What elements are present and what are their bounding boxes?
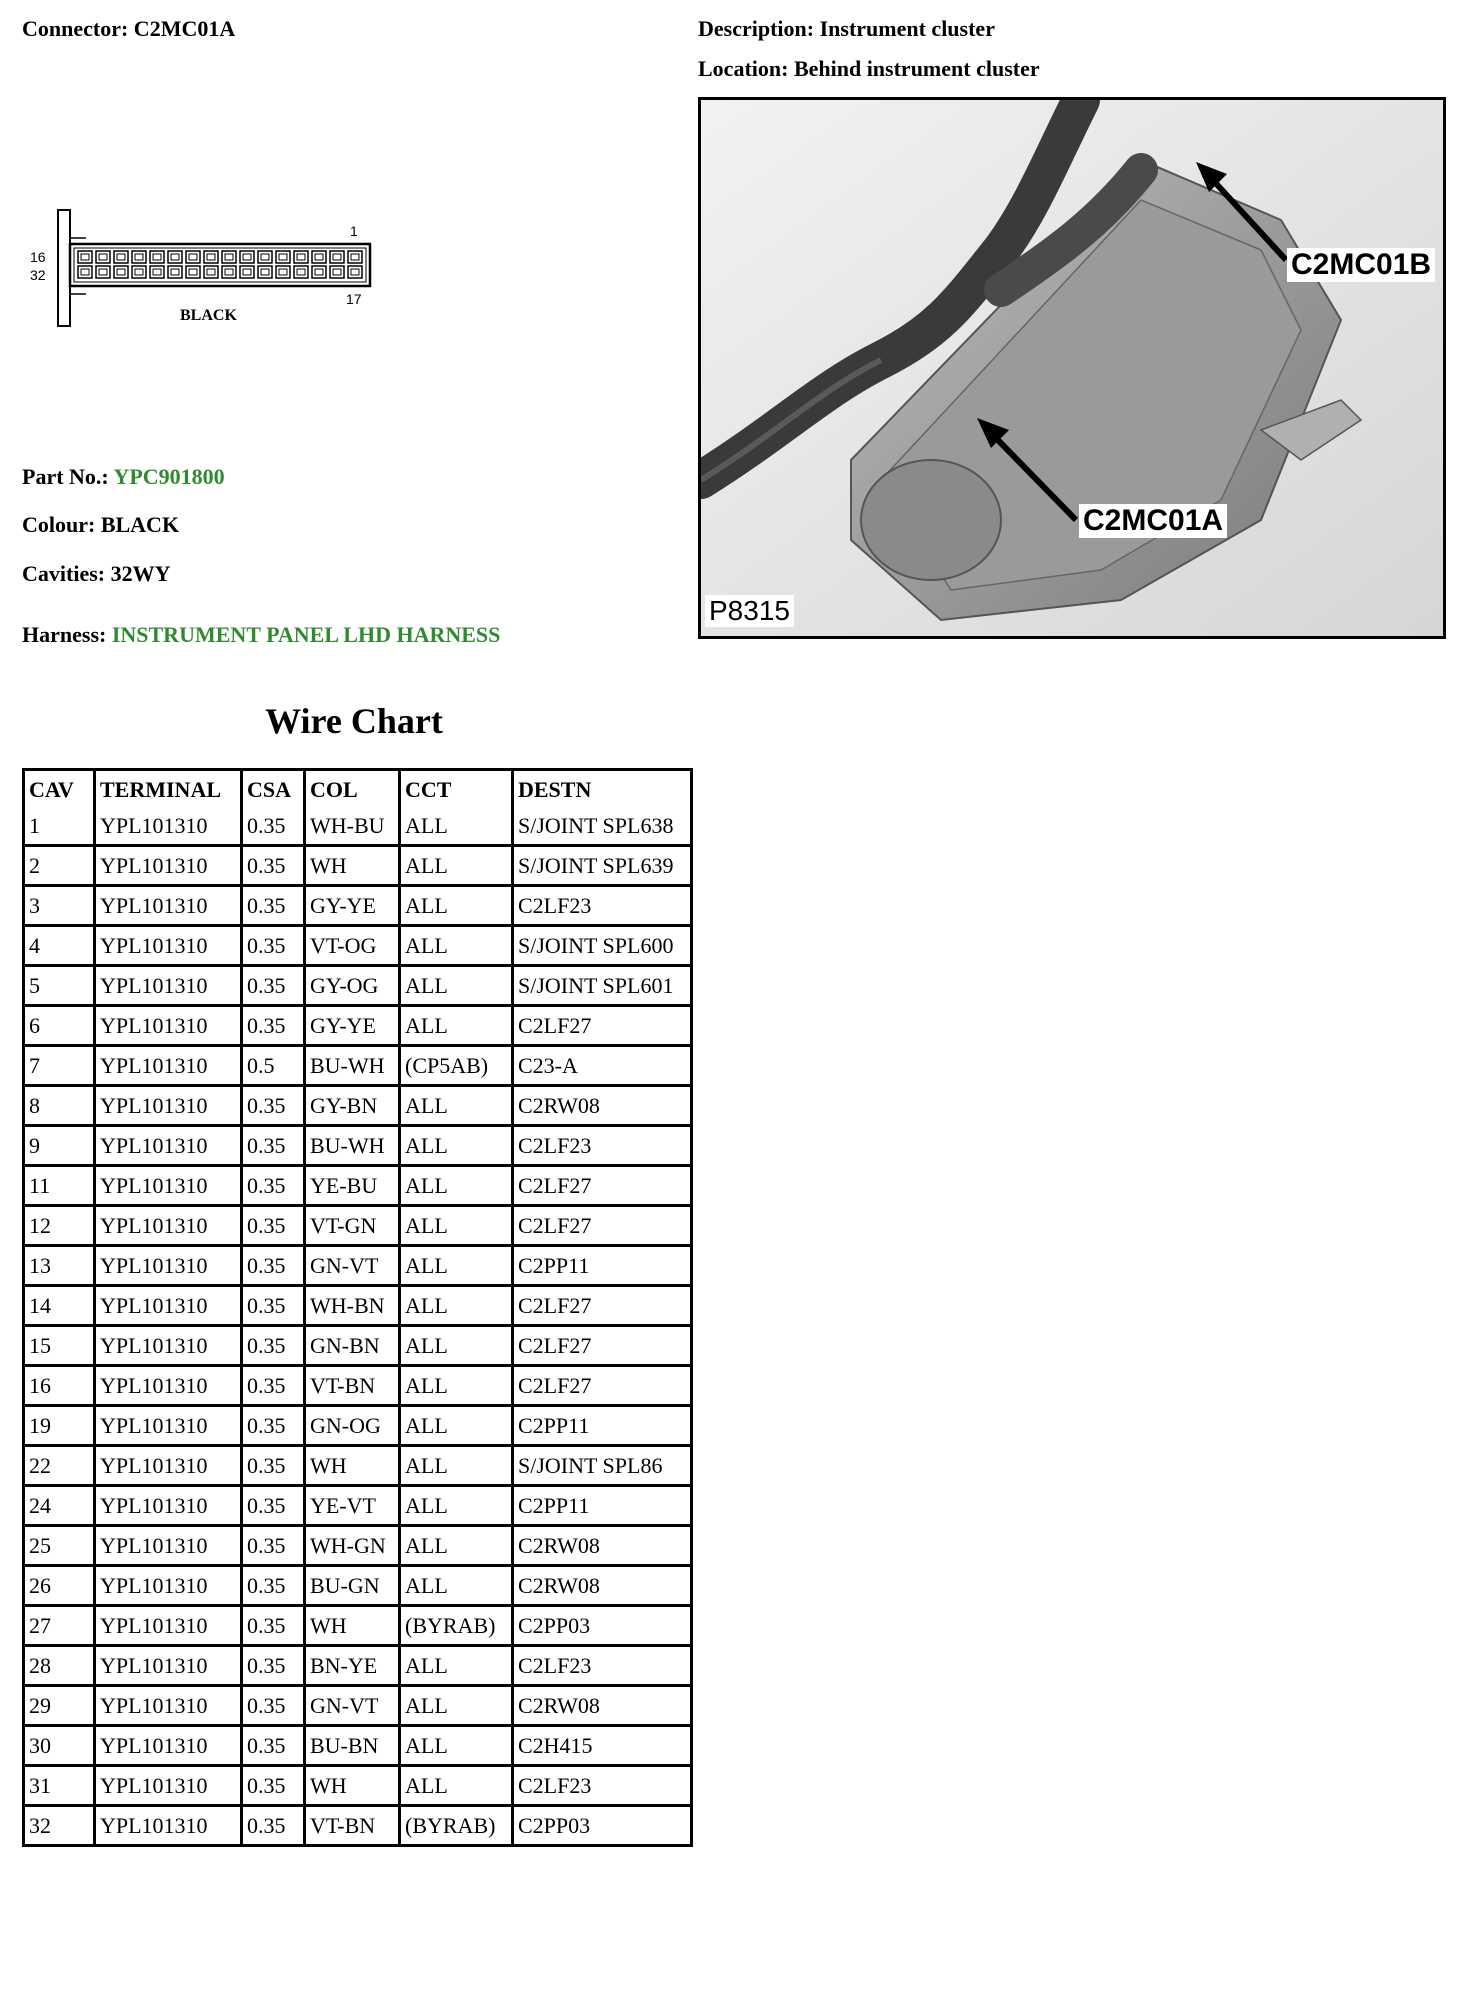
pin-cavity (150, 266, 164, 278)
cell-terminal: YPL101310 (96, 1447, 243, 1487)
header-cct: CCT (401, 771, 514, 807)
cell-terminal: YPL101310 (96, 887, 243, 927)
cell-cav: 15 (25, 1327, 96, 1367)
cell-terminal: YPL101310 (96, 1327, 243, 1367)
callout-c2mc01b: C2MC01B (1287, 248, 1435, 282)
cell-col: YE-BU (306, 1167, 401, 1207)
pin-cavity (168, 251, 182, 263)
location-photo (698, 97, 1446, 639)
cell-csa: 0.35 (243, 967, 306, 1007)
pin-cavity (348, 266, 362, 278)
header-col: COL (306, 771, 401, 807)
cell-cct: (BYRAB) (401, 1607, 514, 1647)
instrument-cluster-illustration (701, 100, 1443, 636)
part-number-link[interactable]: YPC901800 (113, 464, 225, 489)
cell-cav: 32 (25, 1807, 96, 1844)
cell-destn: C2PP03 (518, 1813, 591, 1838)
cell-destn: C2RW08 (514, 1527, 690, 1567)
cell-csa: 0.35 (243, 807, 306, 847)
cell-cav: 4 (25, 927, 96, 967)
cell-csa: 0.35 (243, 1087, 306, 1127)
pin-cavity (114, 251, 128, 263)
header-csa: CSA (243, 771, 306, 807)
cell-cav: 30 (25, 1727, 96, 1767)
pin-cavity (132, 251, 146, 263)
cell-destn: C2LF23 (514, 1647, 690, 1687)
table-row (25, 1207, 690, 1247)
cell-col: VT-GN (306, 1207, 401, 1247)
pin-cavity (222, 251, 236, 263)
cell-col: WH (306, 1447, 401, 1487)
cell-cct: ALL (401, 807, 514, 847)
cell-cav: 13 (25, 1247, 96, 1287)
harness (22, 622, 500, 648)
cell-cav: 31 (25, 1767, 96, 1807)
cell-cav: 16 (25, 1367, 96, 1407)
cell-destn: C2H415 (514, 1727, 690, 1767)
cell-destn: C2PP11 (514, 1407, 690, 1447)
cell-col: WH (306, 847, 401, 887)
pin-label-32: 32 (30, 267, 46, 283)
pin-cavity (78, 251, 92, 263)
callout-c2mc01a: C2MC01A (1079, 504, 1227, 538)
cell-destn: C2LF23 (514, 1767, 690, 1807)
pin-cavity (204, 251, 218, 263)
cell-cct: ALL (401, 1527, 514, 1567)
cell-terminal: YPL101310 (96, 1527, 243, 1567)
table-row (25, 1407, 690, 1447)
cell-csa: 0.35 (243, 1727, 306, 1767)
cell-csa: 0.35 (243, 927, 306, 967)
table-row (25, 1367, 690, 1407)
cell-csa: 0.35 (243, 887, 306, 927)
part-number-label: Part No.: (22, 464, 114, 489)
cell-terminal: YPL101310 (96, 1727, 243, 1767)
cell-cav: 28 (25, 1647, 96, 1687)
cell-col: WH-BU (306, 807, 401, 847)
table-row (25, 1447, 690, 1487)
cell-terminal: YPL101310 (96, 1607, 243, 1647)
cell-csa: 0.35 (243, 1207, 306, 1247)
cell-terminal: YPL101310 (96, 1207, 243, 1247)
cell-cav: 2 (25, 847, 96, 887)
pin-cavity (294, 266, 308, 278)
cell-terminal: YPL101310 (96, 1647, 243, 1687)
cell-cct: ALL (401, 1407, 514, 1447)
pin-cavity (186, 251, 200, 263)
cell-col: YE-VT (306, 1487, 401, 1527)
table-row (25, 847, 690, 887)
cell-cav: 12 (25, 1207, 96, 1247)
table-row (25, 1087, 690, 1127)
pin-cavity (240, 251, 254, 263)
cell-cct: ALL (401, 1647, 514, 1687)
cell-terminal: YPL101310 (96, 1367, 243, 1407)
table-row (25, 1047, 690, 1087)
table-row (25, 1167, 690, 1207)
cell-terminal: YPL101310 (96, 1167, 243, 1207)
cell-cav: 5 (25, 967, 96, 1007)
harness-label: Harness: (22, 622, 112, 647)
table-row (25, 1527, 690, 1567)
location-label: Location: Behind instrument cluster (698, 56, 1040, 81)
cell-col: BN-YE (306, 1647, 401, 1687)
pin-cavity (240, 266, 254, 278)
cell-cav: 6 (25, 1007, 96, 1047)
cell-cct: ALL (401, 887, 514, 927)
cell-cav: 9 (25, 1127, 96, 1167)
table-row (25, 1767, 690, 1807)
table-row (25, 927, 690, 967)
cell-cct: ALL (401, 1087, 514, 1127)
cell-col: GY-OG (306, 967, 401, 1007)
cell-destn: C2PP11 (514, 1247, 690, 1287)
cell-csa: 0.35 (243, 1407, 306, 1447)
cell-cav: 26 (25, 1567, 96, 1607)
cell-cav: 29 (25, 1687, 96, 1727)
table-row (25, 1247, 690, 1287)
pin-cavity (114, 266, 128, 278)
cell-csa: 0.35 (243, 1567, 306, 1607)
table-row (25, 1647, 690, 1687)
wire-chart-table (22, 768, 693, 1847)
pin-cavity (258, 251, 272, 263)
pin-cavity (96, 251, 110, 263)
pin-label-16: 16 (30, 249, 46, 265)
cell-col: GN-VT (306, 1247, 401, 1287)
cell-terminal: YPL101310 (96, 1127, 243, 1167)
cell-csa: 0.5 (243, 1047, 306, 1087)
cell-terminal: YPL101310 (96, 1407, 243, 1447)
cell-terminal: YPL101310 (96, 1047, 243, 1087)
cell-csa: 0.35 (243, 1487, 306, 1527)
cell-terminal: YPL101310 (96, 1247, 243, 1287)
cell-destn: C2RW08 (514, 1087, 690, 1127)
cell-destn: C2LF23 (514, 1127, 690, 1167)
pinout-colour-label: BLACK (180, 307, 237, 324)
table-row (25, 1727, 690, 1767)
pin-cavity (96, 266, 110, 278)
cell-csa: 0.35 (243, 1447, 306, 1487)
cell-cct: ALL (401, 847, 514, 887)
pin-cavity (294, 251, 308, 263)
pin-cavity (78, 266, 92, 278)
table-row (25, 887, 690, 927)
cell-destn: C2LF27 (514, 1007, 690, 1047)
cell-cct: ALL (401, 1327, 514, 1367)
cell-csa: 0.35 (243, 1327, 306, 1367)
cell-destn: C2LF27 (514, 1207, 690, 1247)
table-row (25, 1007, 690, 1047)
cavities-label: Cavities: 32WY (22, 561, 171, 586)
cell-cct: ALL (401, 1247, 514, 1287)
cell-destn: C2LF27 (514, 1167, 690, 1207)
cell-col: WH-GN (306, 1527, 401, 1567)
cell-csa: 0.35 (243, 1807, 306, 1844)
pin-label-17: 17 (346, 291, 362, 307)
cell-cav: 25 (25, 1527, 96, 1567)
cell-cct: ALL (401, 967, 514, 1007)
cell-cav: 3 (25, 887, 96, 927)
pin-cavity (312, 266, 326, 278)
cell-terminal: YPL101310 (96, 847, 243, 887)
table-row (25, 1287, 690, 1327)
cell-csa: 0.35 (243, 1127, 306, 1167)
cell-destn: S/JOINT SPL600 (514, 927, 690, 967)
table-row (25, 1687, 690, 1727)
cell-csa: 0.35 (243, 1367, 306, 1407)
cell-terminal: YPL101310 (96, 1487, 243, 1527)
cell-col: GN-BN (306, 1327, 401, 1367)
cell-cav: 22 (25, 1447, 96, 1487)
cell-cct: (CP5AB) (401, 1047, 514, 1087)
cell-cct: ALL (401, 1447, 514, 1487)
pin-cavity (186, 266, 200, 278)
header-terminal: TERMINAL (96, 771, 243, 807)
cell-destn: C23-A (514, 1047, 690, 1087)
cell-terminal: YPL101310 (96, 967, 243, 1007)
cell-cct: ALL (401, 1767, 514, 1807)
pin-cavity (258, 266, 272, 278)
cell-destn: S/JOINT SPL601 (514, 967, 690, 1007)
table-row (25, 1607, 690, 1647)
cell-destn: C2RW08 (514, 1567, 690, 1607)
cell-cav: 11 (25, 1167, 96, 1207)
harness-link[interactable]: INSTRUMENT PANEL LHD HARNESS (111, 622, 501, 647)
pin-cavity (150, 251, 164, 263)
cell-cct: ALL (401, 1167, 514, 1207)
cell-cct: ALL (401, 1567, 514, 1607)
cell-csa: 0.35 (243, 1527, 306, 1567)
connector-title: Connector: C2MC01A (22, 16, 236, 41)
cell-col: WH (306, 1607, 401, 1647)
cell-terminal: YPL101310 (96, 1767, 243, 1807)
cell-cct: ALL (401, 927, 514, 967)
cell-destn: C2LF27 (514, 1367, 690, 1407)
cell-csa: 0.35 (243, 1167, 306, 1207)
pin-cavity (330, 251, 344, 263)
cell-destn: S/JOINT SPL639 (514, 847, 690, 887)
wire-chart-body (25, 807, 690, 1844)
cell-cct: ALL (401, 1367, 514, 1407)
table-header-row (25, 771, 690, 807)
colour-label: Colour: BLACK (22, 512, 180, 537)
cell-col: VT-BN (306, 1367, 401, 1407)
cell-destn: C2PP03 (514, 1607, 690, 1647)
cell-cav: 19 (25, 1407, 96, 1447)
cell-csa: 0.35 (243, 1007, 306, 1047)
cell-col: VT-OG (306, 927, 401, 967)
cell-col: WH-BN (306, 1287, 401, 1327)
cell-terminal: YPL101310 (96, 807, 243, 847)
cell-csa: 0.35 (243, 1607, 306, 1647)
pin-cavity (204, 266, 218, 278)
cell-col: GN-VT (306, 1687, 401, 1727)
connector-pinout-diagram (28, 208, 388, 332)
cell-csa: 0.35 (243, 1687, 306, 1727)
cell-terminal: YPL101310 (96, 1287, 243, 1327)
cell-col: WH (306, 1767, 401, 1807)
part-number (22, 464, 225, 490)
cell-cav: 1 (25, 807, 96, 847)
pin-cavity (132, 266, 146, 278)
cell-col: GN-OG (306, 1407, 401, 1447)
cell-col: GY-BN (306, 1087, 401, 1127)
cell-terminal: YPL101310 (96, 1687, 243, 1727)
cell-cav: 8 (25, 1087, 96, 1127)
cell-csa: 0.35 (243, 847, 306, 887)
pin-cavity (330, 266, 344, 278)
cell-cav: 27 (25, 1607, 96, 1647)
cell-cav: 24 (25, 1487, 96, 1527)
figure-id: P8315 (705, 595, 794, 627)
cell-terminal: YPL101310 (96, 1567, 243, 1607)
pin-cavity (276, 251, 290, 263)
cell-col: VT-BN (306, 1807, 401, 1844)
cell-col: BU-WH (306, 1127, 401, 1167)
header-destn: DESTN (518, 776, 592, 802)
cell-cav: 7 (25, 1047, 96, 1087)
cell-cct: ALL (401, 1207, 514, 1247)
table-row (25, 1327, 690, 1367)
cell-col: BU-GN (306, 1567, 401, 1607)
cell-destn: S/JOINT SPL638 (514, 807, 690, 847)
cell-terminal: YPL101310 (96, 1807, 243, 1844)
header-cav: CAV (25, 771, 96, 807)
cell-csa: 0.35 (243, 1247, 306, 1287)
cell-csa: 0.35 (243, 1287, 306, 1327)
wire-chart-title: Wire Chart (265, 701, 443, 741)
table-row (25, 1487, 690, 1527)
cell-destn: S/JOINT SPL86 (514, 1447, 690, 1487)
description-label: Description: Instrument cluster (698, 16, 995, 41)
cell-cct: ALL (401, 1487, 514, 1527)
cell-destn: C2PP11 (514, 1487, 690, 1527)
cell-cct: ALL (401, 1007, 514, 1047)
table-row (25, 1807, 690, 1844)
table-row (25, 967, 690, 1007)
cell-col: GY-YE (306, 1007, 401, 1047)
pin-cavity (348, 251, 362, 263)
cell-cct: (BYRAB) (401, 1807, 514, 1844)
cell-terminal: YPL101310 (96, 1007, 243, 1047)
cell-destn: C2LF23 (514, 887, 690, 927)
cell-col: BU-WH (306, 1047, 401, 1087)
cell-destn: C2RW08 (514, 1687, 690, 1727)
table-row (25, 1567, 690, 1607)
cell-cct: ALL (401, 1127, 514, 1167)
pin-cavity (312, 251, 326, 263)
cell-cav: 14 (25, 1287, 96, 1327)
cell-col: BU-BN (306, 1727, 401, 1767)
cell-col: GY-YE (306, 887, 401, 927)
cell-destn: C2LF27 (514, 1287, 690, 1327)
pinout-drawing (28, 208, 388, 332)
cell-cct: ALL (401, 1727, 514, 1767)
pin-cavity (276, 266, 290, 278)
cell-terminal: YPL101310 (96, 927, 243, 967)
cell-csa: 0.35 (243, 1647, 306, 1687)
cell-csa: 0.35 (243, 1767, 306, 1807)
cell-terminal: YPL101310 (96, 1087, 243, 1127)
cell-destn: C2LF27 (514, 1327, 690, 1367)
cell-cct: ALL (401, 1287, 514, 1327)
pin-label-1: 1 (350, 223, 358, 239)
pin-cavity (168, 266, 182, 278)
pin-cavity (222, 266, 236, 278)
table-row (25, 807, 690, 847)
cell-cct: ALL (401, 1687, 514, 1727)
table-row (25, 1127, 690, 1167)
